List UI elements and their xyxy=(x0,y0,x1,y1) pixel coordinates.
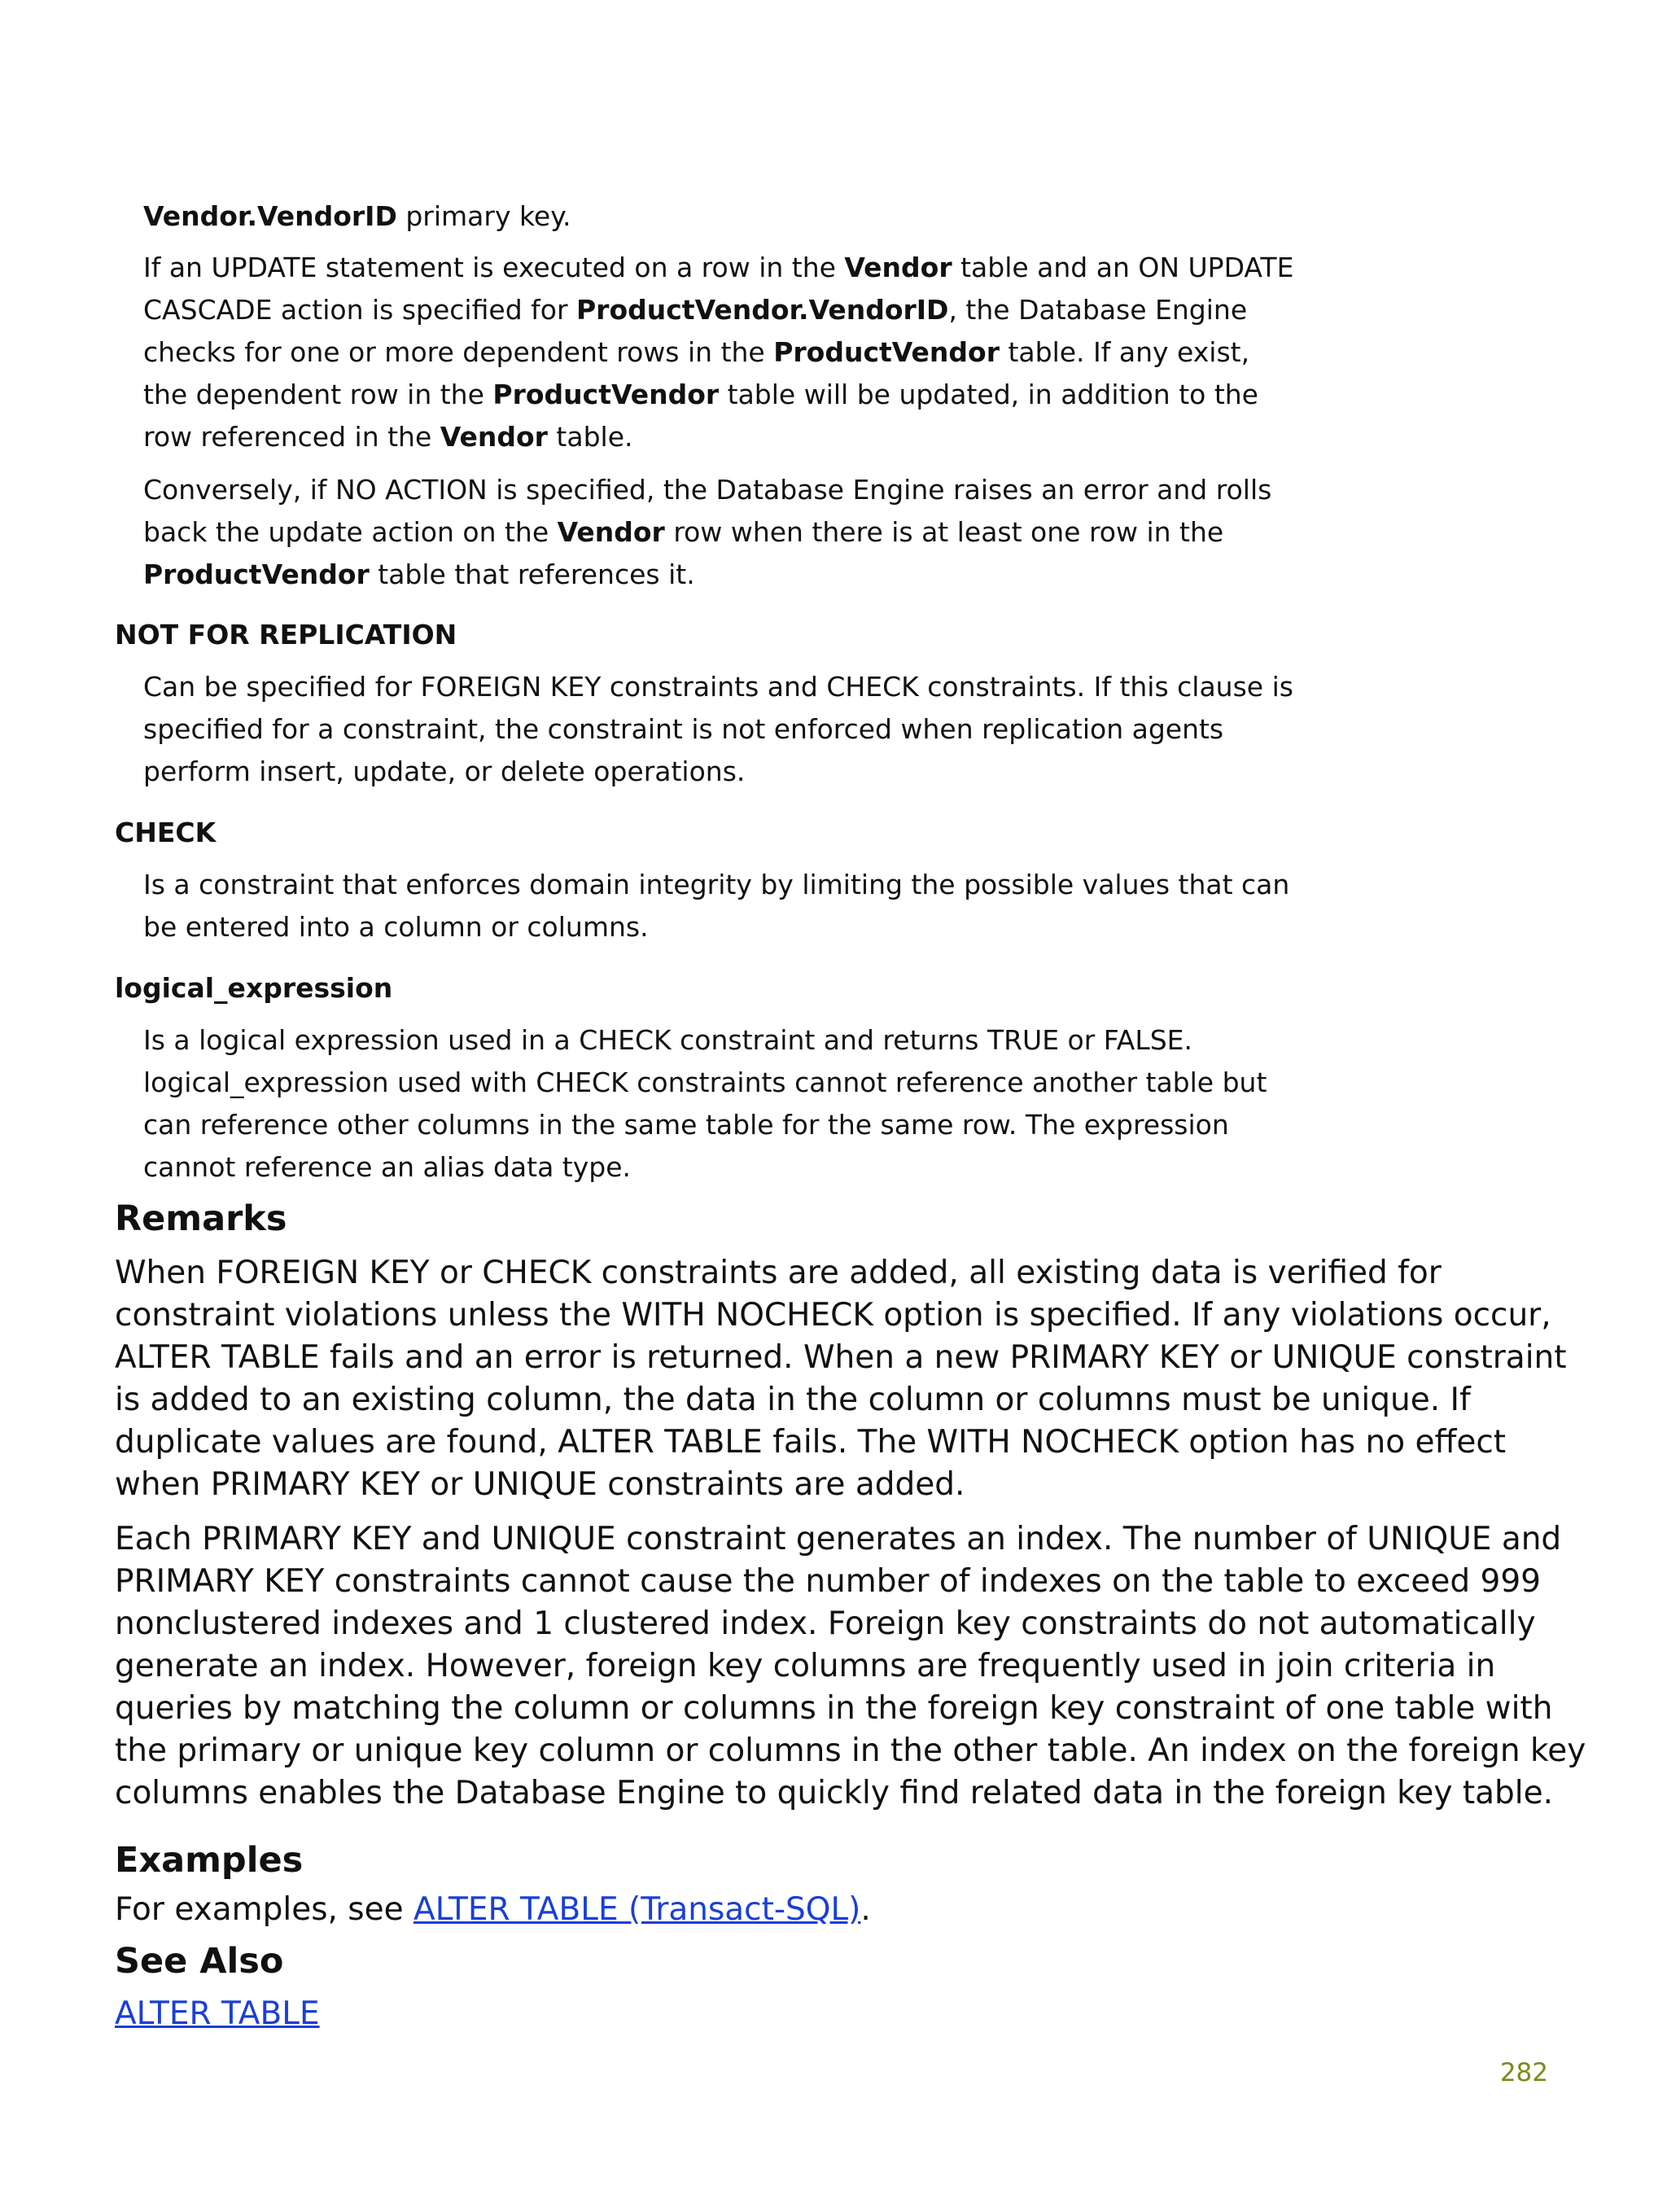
logical-expression-description: Is a logical expression used in a CHECK constraint and returns TRUE or FALSE. logical_expression used with CHECK constraints cannot reference another table but can reference other columns in the same table for the same row. The expression cannot reference an alias data type. xyxy=(143,1024,1267,1183)
on-update-text-4: table. If any exist, the dependent row in the xyxy=(143,336,1250,410)
examples-heading: Examples xyxy=(115,1840,304,1881)
conversely-text-1: Conversely, if NO ACTION is specified, the Database Engine raises an error and rolls back the update action on the xyxy=(143,474,1272,548)
remarks-heading: Remarks xyxy=(115,1198,287,1239)
conversely-bold-1: Vendor xyxy=(557,516,665,548)
term-not-for-replication: NOT FOR REPLICATION xyxy=(115,619,457,650)
conversely-text-3: table that references it. xyxy=(369,558,695,590)
on-update-text-2: table and an ON UPDATE CASCADE action is specified for xyxy=(143,252,1294,326)
vendor-id-bold: Vendor.VendorID xyxy=(143,200,397,232)
on-update-bold-1: Vendor xyxy=(844,252,952,283)
on-update-paragraph xyxy=(143,247,1299,458)
on-update-bold-5: Vendor xyxy=(440,421,548,453)
on-update-text-3: , the Database Engine checks for one or more dependent rows in the xyxy=(143,294,1248,368)
see-also-paragraph xyxy=(115,1993,1588,2035)
on-update-bold-4: ProductVendor xyxy=(492,379,720,410)
examples-paragraph xyxy=(115,1889,1588,1931)
page-number: 282 xyxy=(1499,2058,1548,2087)
on-update-text-5: table will be updated, in addition to the row referenced in the xyxy=(143,379,1258,453)
alter-table-link[interactable]: ALTER TABLE xyxy=(115,1995,320,2032)
remarks-paragraph-2: Each PRIMARY KEY and UNIQUE constraint generates an index. The number of UNIQUE and PRIMARY KEY constraints cannot cause the number of indexes on the table to exceed 999 nonclustered indexes and 1 clustered index. Foreign key constraints do not automatically generate an index. However, foreign key columns are frequently used in join criteria in queries by matching the column or columns in the foreign key constraint of one table with the primary or unique key column or columns in the other table. An index on the foreign key columns enables the Database Engine to quickly find related data in the foreign key table. xyxy=(115,1521,1586,1811)
check-description: Is a constraint that enforces domain integrity by limiting the possible values that can be entered into a column or columns. xyxy=(143,869,1290,943)
conversely-paragraph xyxy=(143,469,1299,596)
vendor-primary-key-line xyxy=(143,195,1299,238)
not-for-replication-description: Can be specified for FOREIGN KEY constraints and CHECK constraints. If this clause is specified for a constraint, the constraint is not enforced when replication agents perform insert, update, or delete operations. xyxy=(143,671,1293,787)
on-update-bold-2: ProductVendor.VendorID xyxy=(576,294,949,326)
remarks-paragraph-1: When FOREIGN KEY or CHECK constraints are added, all existing data is verified for constraint violations unless the WITH NOCHECK option is specified. If any violations occur, ALTER TABLE fails and an error is returned. When a new PRIMARY KEY or UNIQUE constraint is added to an existing column, the data in the column or columns must be unique. If duplicate values are found, ALTER TABLE fails. The WITH NOCHECK option has no effect when PRIMARY KEY or UNIQUE constraints are added. xyxy=(115,1255,1567,1503)
on-update-text-6: table. xyxy=(547,421,633,453)
term-logical-expression: logical_expression xyxy=(115,972,393,1004)
term-check: CHECK xyxy=(115,817,217,848)
vendor-pk-text: primary key. xyxy=(396,200,571,232)
on-update-bold-3: ProductVendor xyxy=(773,336,1000,368)
conversely-text-2: row when there is at least one row in the xyxy=(664,516,1224,548)
examples-suffix: . xyxy=(860,1891,871,1928)
on-update-text-1: If an UPDATE statement is executed on a row in the xyxy=(143,252,845,283)
examples-prefix: For examples, see xyxy=(115,1891,414,1928)
conversely-bold-2: ProductVendor xyxy=(143,558,370,590)
alter-table-transact-sql-link[interactable]: ALTER TABLE (Transact-SQL) xyxy=(413,1891,861,1928)
see-also-heading: See Also xyxy=(115,1941,284,1982)
